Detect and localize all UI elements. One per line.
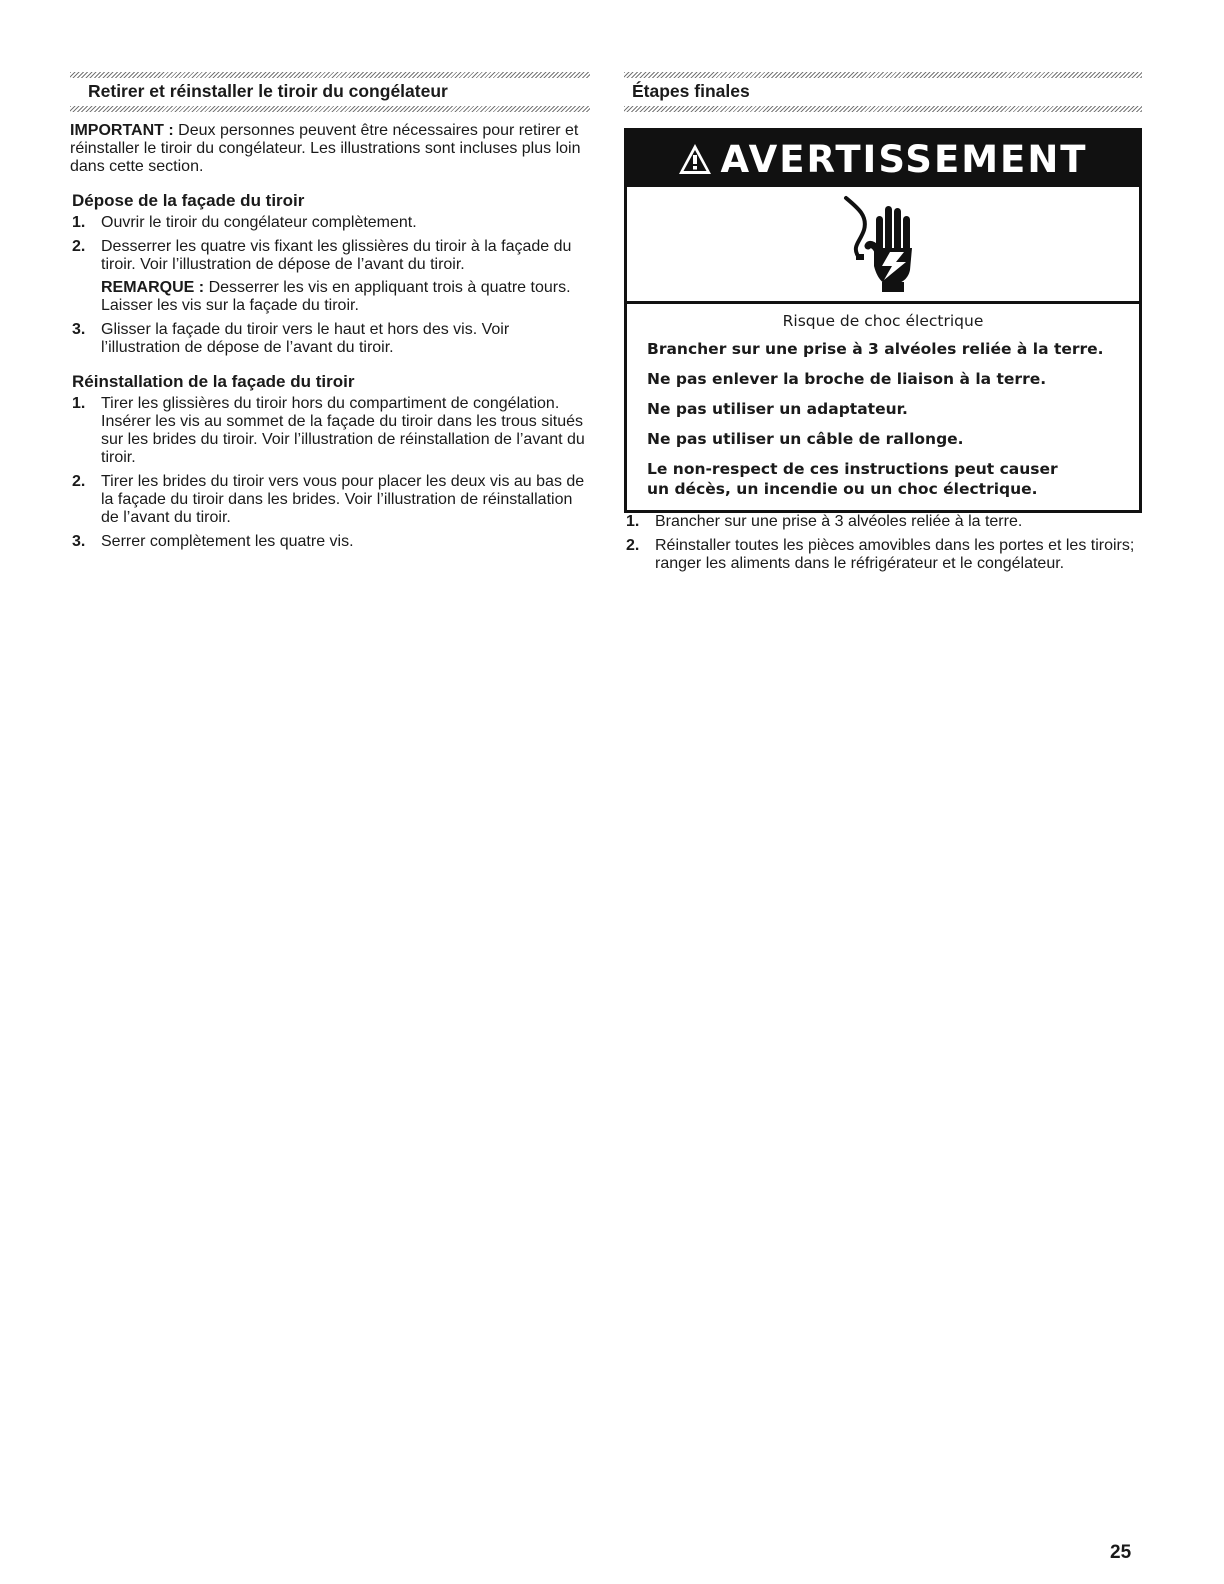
important-paragraph [70, 122, 590, 176]
step-text: Brancher sur une prise à 3 alvéoles reliée à la terre. [655, 513, 1023, 530]
warning-line: Brancher sur une prise à 3 alvéoles reliée à la terre. [647, 340, 1104, 358]
step-number: 1. [626, 513, 640, 530]
step-number: 1. [72, 395, 86, 412]
step-number: 2. [72, 473, 86, 490]
warning-box [624, 128, 1142, 513]
warning-triangle-icon [678, 143, 712, 175]
reinstall-steps [70, 395, 590, 551]
page-number: 25 [1110, 1542, 1132, 1563]
removal-steps [70, 214, 590, 357]
section-rule-top [624, 72, 1142, 78]
warning-body [627, 304, 1139, 510]
section-rule-top [70, 72, 590, 78]
warning-line: Ne pas utiliser un câble de rallonge. [647, 430, 964, 448]
important-label: IMPORTANT : [70, 122, 174, 139]
removal-heading: Dépose de la façade du tiroir [72, 191, 305, 210]
step-text: Ouvrir le tiroir du congélateur complètement. [101, 214, 417, 231]
warning-header [627, 131, 1139, 187]
list-item [70, 321, 590, 357]
step-number: 3. [72, 321, 86, 338]
list-item [70, 214, 590, 232]
warning-line: Ne pas enlever la broche de liaison à la terre. [647, 370, 1047, 388]
step-text: Desserrer les quatre vis fixant les glissières du tiroir à la façade du tiroir. Voir l’illustration de dépose de l’avant du tiroir. [101, 238, 572, 273]
step-text: Glisser la façade du tiroir vers le haut et hors des vis. Voir l’illustration de dépose de l’avant du tiroir. [101, 321, 510, 356]
step-text: Réinstaller toutes les pièces amovibles dans les portes et les tiroirs; ranger les aliments dans le réfrigérateur et le congélateur. [655, 537, 1135, 572]
step-number: 2. [626, 537, 640, 554]
warning-risk: Risque de choc électrique [782, 312, 984, 330]
list-item [70, 533, 590, 551]
final-steps [624, 513, 1142, 573]
left-column [70, 72, 590, 557]
right-column [624, 72, 1142, 579]
list-item [70, 473, 590, 527]
list-item [70, 395, 590, 467]
note-paragraph [101, 279, 590, 315]
section-title: Étapes finales [632, 81, 750, 101]
step-number: 3. [72, 533, 86, 550]
warning-line: Ne pas utiliser un adaptateur. [647, 400, 908, 418]
warning-pictogram [627, 187, 1139, 304]
section-rule-bottom [624, 106, 1142, 112]
electric-shock-hand-icon [838, 194, 928, 294]
step-number: 1. [72, 214, 86, 231]
step-text: Serrer complètement les quatre vis. [101, 533, 354, 550]
reinstall-heading: Réinstallation de la façade du tiroir [72, 372, 355, 391]
list-item [624, 513, 1142, 531]
step-text: Tirer les brides du tiroir vers vous pour placer les deux vis au bas de la façade du tiroir dans les brides. Voir l’illustration de réinstallation de l’avant du tiroir. [101, 473, 585, 526]
warning-header-text: AVERTISSEMENT [720, 137, 1088, 181]
list-item [624, 537, 1142, 573]
warning-line: Le non-respect de ces instructions peut causer un décès, un incendie ou un choc électrique. [647, 460, 1058, 498]
important-text: Deux personnes peuvent être nécessaires pour retirer et réinstaller le tiroir du congélateur. Les illustrations sont incluses plus loin dans cette section. [70, 122, 581, 175]
section-title: Retirer et réinstaller le tiroir du congélateur [88, 81, 448, 101]
step-number: 2. [72, 238, 86, 255]
step-text: Tirer les glissières du tiroir hors du compartiment de congélation. Insérer les vis au sommet de la façade du tiroir dans les trous situés sur les brides du tiroir. Voir l’illustration de réinstallation de l’avant du tiroir. [101, 395, 585, 466]
note-label: REMARQUE : [101, 279, 205, 296]
note-text: Desserrer les vis en appliquant trois à quatre tours. Laisser les vis sur la façade du tiroir. [101, 279, 571, 314]
list-item [70, 238, 590, 315]
section-rule-bottom [70, 106, 590, 112]
